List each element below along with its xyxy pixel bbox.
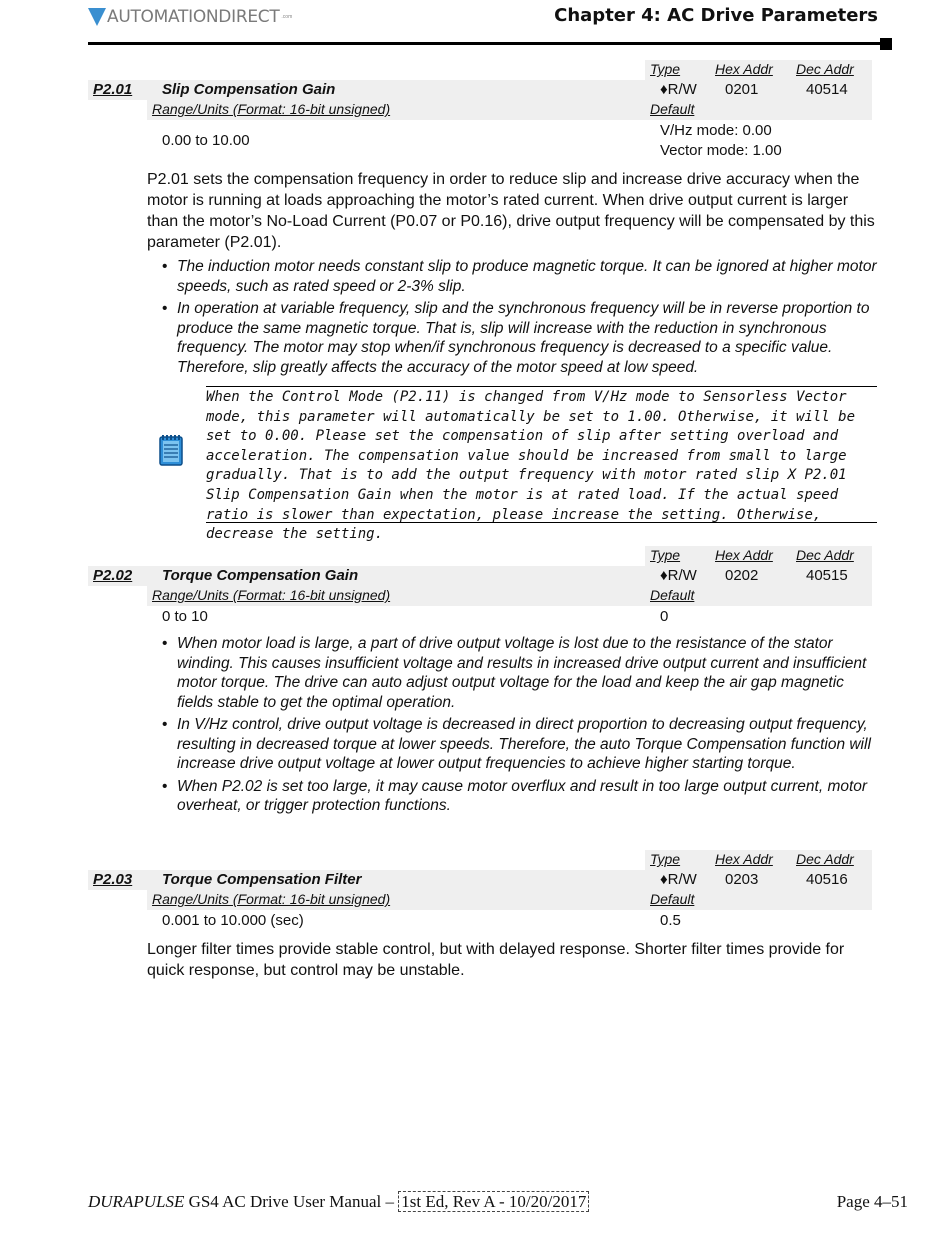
note-box: When the Control Mode (P2.11) is changed from V/Hz mode to Sensorless Vector mode, this parameter will automatically be set to 1.00. Otherwise, it will be set to 0.00. Please set the compensation of slip after setting overload and acceleration. The compensation value should be increased from small to large gradually. That is to add the output frequency with motor rated slip X P2.01 Slip Compensation Gain when the motor is at rated load. If the actual speed ratio is slower than expectation, please increase the setting. Otherwise, decrease the setting. bbox=[206, 386, 877, 523]
footer-manual-title bbox=[88, 1192, 589, 1212]
param-type: ♦R/W bbox=[660, 81, 697, 98]
bullet-item: • When motor load is large, a part of drive output voltage is lost due to the resistance of the stator winding. This causes insufficient voltage and results in increased drive output current and insufficient motor torque. The drive can auto adjust output voltage for the load and keep the air gap magnetic fields stable to get the optimal operation. bbox=[162, 635, 867, 711]
param-name: Torque Compensation Gain bbox=[162, 567, 359, 584]
bullet-list bbox=[158, 634, 880, 819]
type-header: Type bbox=[650, 547, 681, 563]
footer-brand: DURAPULSE bbox=[88, 1192, 185, 1211]
default-vector: Vector mode: 1.00 bbox=[660, 142, 782, 159]
default-header: Default bbox=[650, 587, 695, 603]
header-rule bbox=[88, 42, 882, 45]
param-id: P2.03 bbox=[93, 871, 133, 888]
hex-addr-header: Hex Addr bbox=[715, 851, 773, 867]
param-dec: 40515 bbox=[806, 567, 848, 584]
range-value: 0.00 to 10.00 bbox=[162, 132, 250, 149]
param-id: P2.01 bbox=[93, 81, 133, 98]
param-name: Torque Compensation Filter bbox=[162, 871, 362, 888]
range-units-label: Range/Units (Format: 16-bit unsigned) bbox=[152, 891, 391, 907]
param-hex: 0203 bbox=[725, 871, 759, 888]
page-number: Page 4–51 bbox=[836, 1192, 908, 1211]
logo-text: AUTOMATIONDIRECT bbox=[107, 7, 280, 27]
footer-manual: GS4 AC Drive User Manual – bbox=[184, 1192, 399, 1211]
bullet-item: • The induction motor needs constant slip to produce magnetic torque. It can be ignored at higher motor speeds, such as rated speed or 2-3% slip. bbox=[162, 258, 877, 295]
logo-suffix: .com bbox=[281, 14, 293, 20]
dec-addr-header: Dec Addr bbox=[796, 547, 854, 563]
hex-addr-header: Hex Addr bbox=[715, 547, 773, 563]
param-hex: 0201 bbox=[725, 81, 759, 98]
footer-edition: 1st Ed, Rev A - 10/20/2017 bbox=[398, 1191, 589, 1212]
default-header: Default bbox=[650, 891, 695, 907]
param-dec: 40516 bbox=[806, 871, 848, 888]
bullet-list bbox=[158, 257, 880, 380]
param-id: P2.02 bbox=[93, 567, 133, 584]
bullet-item: • In operation at variable frequency, slip and the synchronous frequency will be in reverse proportion to produce the same magnetic torque. That is, slip will increase with the reduction in synchronous frequency. The motor may stop when/if synchronous frequency is decreased to a specific value. Therefore, slip greatly affects the accuracy of the motor speed at low speed. bbox=[162, 300, 870, 376]
param-hex: 0202 bbox=[725, 567, 759, 584]
hex-addr-header: Hex Addr bbox=[715, 61, 773, 77]
default-header: Default bbox=[650, 101, 695, 117]
header-rule-square bbox=[880, 38, 892, 50]
default-value: 0 bbox=[660, 608, 669, 625]
param-dec: 40514 bbox=[806, 81, 848, 98]
default-vhz: V/Hz mode: 0.00 bbox=[660, 122, 772, 139]
param-type: ♦R/W bbox=[660, 871, 697, 888]
range-value: 0 to 10 bbox=[162, 608, 208, 625]
type-header: Type bbox=[650, 851, 681, 867]
dec-addr-header: Dec Addr bbox=[796, 61, 854, 77]
chapter-title: Chapter 4: AC Drive Parameters bbox=[554, 5, 878, 26]
param-name: Slip Compensation Gain bbox=[162, 81, 336, 98]
bullet-item: • When P2.02 is set too large, it may cause motor overflux and result in too large output current, motor overheat, or trigger protection functions. bbox=[162, 777, 868, 814]
dec-addr-header: Dec Addr bbox=[796, 851, 854, 867]
type-header: Type bbox=[650, 61, 681, 77]
default-value: 0.5 bbox=[660, 912, 681, 929]
param-type: ♦R/W bbox=[660, 567, 697, 584]
range-units-label: Range/Units (Format: 16-bit unsigned) bbox=[152, 587, 391, 603]
notepad-icon bbox=[156, 434, 188, 468]
param-description: P2.01 sets the compensation frequency in order to reduce slip and increase drive accuracy when the motor is running at loads approaching the motor’s rated current. When drive output current is larger than the motor’s No-Load Current (P0.07 or P0.16), drive output frequency will be compensated by this parameter (P2.01). bbox=[147, 171, 875, 251]
logo-triangle-icon bbox=[88, 8, 106, 26]
company-logo bbox=[88, 6, 292, 28]
bullet-item: • In V/Hz control, drive output voltage is decreased in direct proportion to decreasing output frequency, resulting in decreased torque at lower speeds. Therefore, the auto Torque Compensation function will increase drive output voltage at lower output frequencies to achieve higher starting torque. bbox=[162, 716, 871, 772]
range-units-label: Range/Units (Format: 16-bit unsigned) bbox=[152, 101, 391, 117]
param-description: Longer filter times provide stable control, but with delayed response. Shorter filter times provide for quick response, but control may be unstable. bbox=[147, 941, 845, 979]
range-value: 0.001 to 10.000 (sec) bbox=[162, 912, 304, 929]
